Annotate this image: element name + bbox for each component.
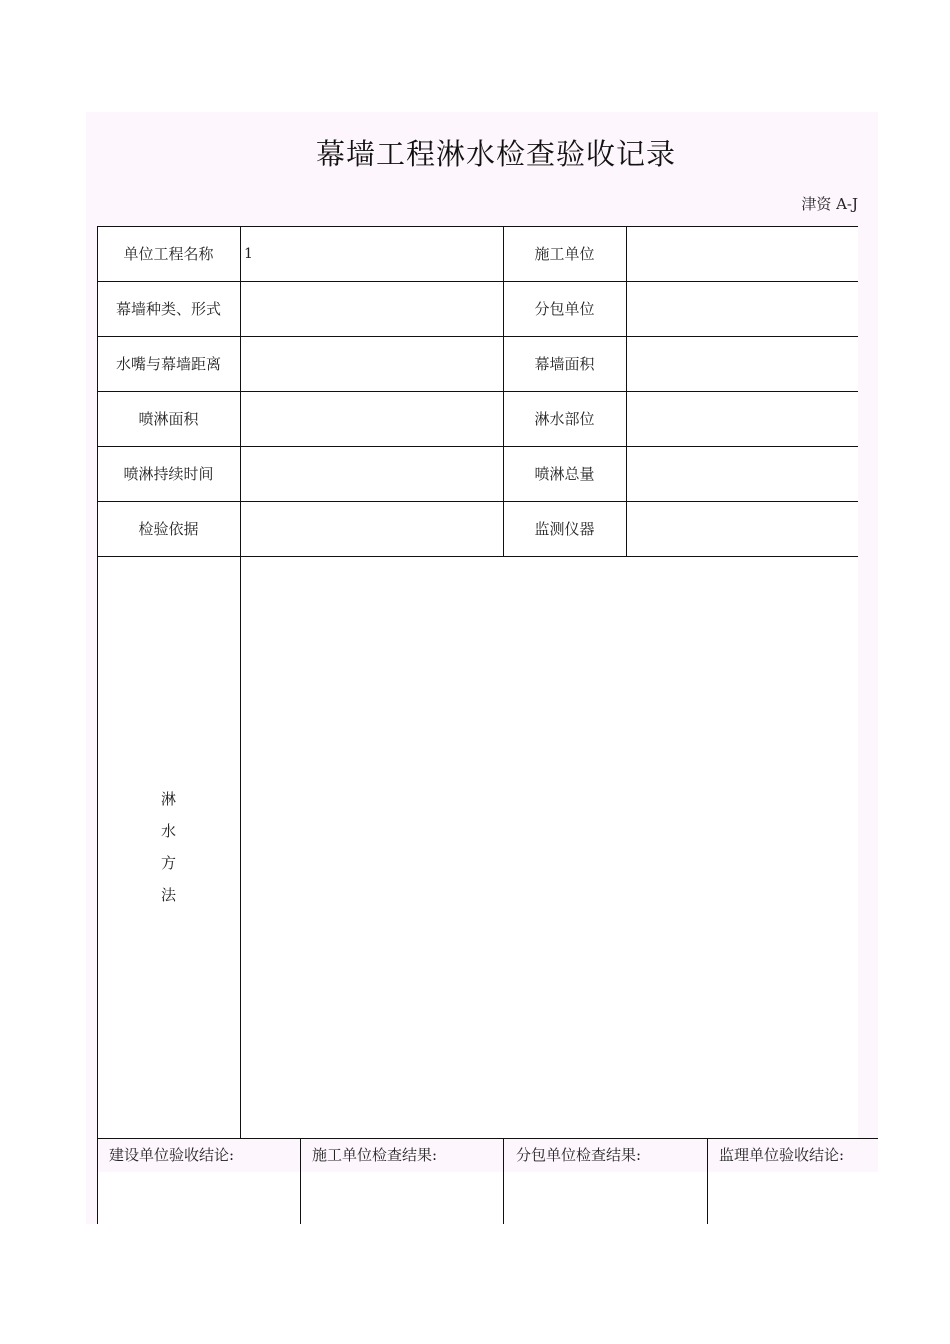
method-content-area[interactable] (241, 557, 858, 1138)
label-curtain-wall-type: 幕墙种类、形式 (115, 300, 221, 318)
owner-conclusion-label: 建设单位验收结论: (109, 1146, 235, 1164)
contractor-result-label: 施工单位检查结果: (312, 1146, 438, 1164)
label-nozzle-distance: 水嘴与幕墙距离 (115, 355, 221, 373)
field-spray-location[interactable] (626, 391, 858, 446)
method-label-char: 方 (160, 854, 176, 872)
label-spray-area: 喷淋面积 (138, 410, 199, 428)
label-construction-unit: 施工单位 (534, 245, 595, 263)
page-title: 幕墙工程淋水检查验收记录 (315, 137, 676, 171)
field-spray-total[interactable] (626, 446, 858, 501)
signature-column-divider (503, 1138, 504, 1224)
method-label-char: 法 (160, 886, 176, 904)
field-unit-project-name[interactable]: 1 (244, 245, 253, 262)
field-curtain-wall-area[interactable] (626, 336, 858, 391)
signature-divider (97, 1138, 878, 1139)
field-inspection-basis[interactable] (240, 501, 503, 556)
label-unit-project-name: 单位工程名称 (123, 245, 214, 263)
signature-column-divider (707, 1138, 708, 1224)
field-construction-unit[interactable] (626, 226, 858, 281)
field-nozzle-distance[interactable] (240, 336, 503, 391)
label-subcontractor: 分包单位 (534, 300, 595, 318)
field-curtain-wall-type[interactable] (240, 281, 503, 336)
method-label (97, 556, 240, 1138)
label-spray-location: 淋水部位 (534, 410, 595, 428)
subcontractor-result-label: 分包单位检查结果: (516, 1146, 642, 1164)
method-label-char: 水 (160, 822, 176, 840)
signature-border-left (97, 1138, 98, 1224)
signature-column-divider (300, 1138, 301, 1224)
form-code: 津资 A-J (801, 195, 858, 213)
label-spray-total: 喷淋总量 (534, 465, 595, 483)
label-curtain-wall-area: 幕墙面积 (534, 355, 595, 373)
method-label-char: 淋 (160, 790, 176, 808)
field-subcontractor[interactable] (626, 281, 858, 336)
supervisor-conclusion-label: 监理单位验收结论: (719, 1146, 845, 1164)
label-spray-duration: 喷淋持续时间 (123, 465, 214, 483)
field-spray-area[interactable] (240, 391, 503, 446)
label-monitoring-instrument: 监测仪器 (534, 520, 595, 538)
field-monitoring-instrument[interactable] (626, 501, 858, 556)
label-inspection-basis: 检验依据 (138, 520, 199, 538)
field-spray-duration[interactable] (240, 446, 503, 501)
